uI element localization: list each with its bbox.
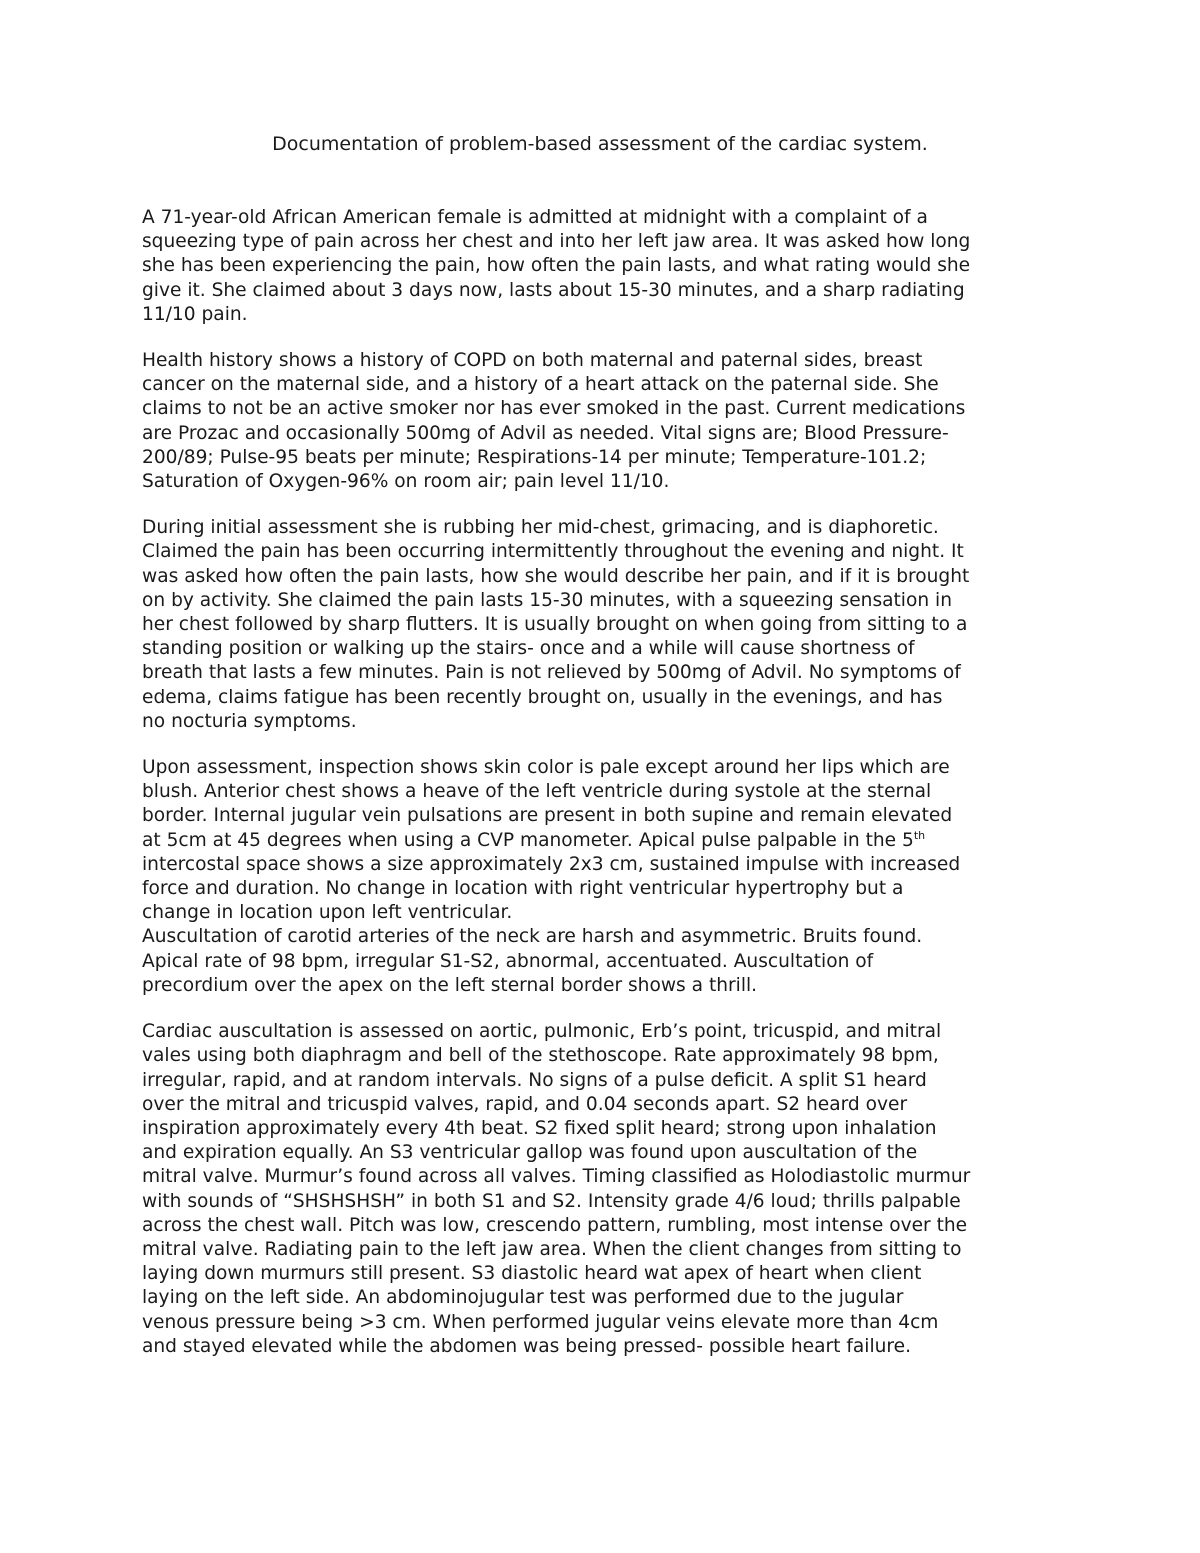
text-line: and stayed elevated while the abdomen was being pressed- possible heart failure.	[142, 1335, 911, 1357]
text-line: edema, claims fatigue has been recently brought on, usually in the evenings, and has	[142, 686, 943, 708]
text-line: claims to not be an active smoker nor has ever smoked in the past. Current medications	[142, 398, 966, 420]
text-line: no nocturia symptoms.	[142, 710, 357, 732]
text-line: Upon assessment, inspection shows skin color is pale except around her lips which are	[142, 757, 950, 779]
text-line: squeezing type of pain across her chest and into her left jaw area. It was asked how long	[142, 231, 971, 253]
text-line: she has been experiencing the pain, how often the pain lasts, and what rating would she	[142, 255, 971, 277]
text-line: irregular, rapid, and at random intervals. No signs of a pulse deficit. A split S1 heard	[142, 1069, 927, 1091]
text-line: Cardiac auscultation is assessed on aortic, pulmonic, Erb’s point, tricuspid, and mitral	[142, 1021, 942, 1043]
paragraph-carotid-auscultation	[142, 925, 1067, 998]
text-line: blush. Anterior chest shows a heave of the left ventricle during systole at the sternal	[142, 781, 932, 803]
text-line: border. Internal jugular vein pulsations are present in both supine and remain elevated	[142, 805, 953, 827]
paragraph-initial-assessment	[142, 516, 1067, 734]
text-line: force and duration. No change in location with right ventricular hypertrophy but a	[142, 878, 904, 900]
text-line: with sounds of “SHSHSHSH” in both S1 and S2. Intensity grade 4/6 loud; thrills palpable	[142, 1190, 961, 1212]
text-line: intercostal space shows a size approximately 2x3 cm, sustained impulse with increased	[142, 853, 961, 875]
text-line: vales using both diaphragm and bell of the stethoscope. Rate approximately 98 bpm,	[142, 1045, 939, 1067]
text-line: standing position or walking up the stairs- once and a while will cause shortness of	[142, 638, 915, 660]
text-line: Health history shows a history of COPD on both maternal and paternal sides, breast	[142, 350, 923, 372]
text-line: precordium over the apex on the left sternal border shows a thrill.	[142, 974, 758, 996]
text-line: Saturation of Oxygen-96% on room air; pain level 11/10.	[142, 471, 670, 493]
text-line: 11/10 pain.	[142, 303, 248, 325]
text-line: During initial assessment she is rubbing her mid-chest, grimacing, and is diaphoretic.	[142, 517, 939, 539]
text-line: laying down murmurs still present. S3 diastolic heard wat apex of heart when client	[142, 1263, 922, 1285]
text-line: was asked how often the pain lasts, how she would describe her pain, and if it is brought	[142, 565, 970, 587]
text-segment: at 5cm at 45 degrees when using a CVP manometer. Apical pulse palpable in the 5	[142, 829, 914, 851]
text-line: change in location upon left ventricular.	[142, 902, 513, 924]
text-line: on by activity. She claimed the pain lasts 15-30 minutes, with a squeezing sensation in	[142, 589, 952, 611]
text-line: give it. She claimed about 3 days now, lasts about 15-30 minutes, and a sharp radiating	[142, 279, 965, 301]
text-line: mitral valve. Murmur’s found across all valves. Timing classified as Holodiastolic murmur	[142, 1166, 971, 1188]
paragraph-health-history	[142, 349, 1067, 494]
document-title: Documentation of problem-based assessment of the cardiac system.	[272, 133, 928, 155]
text-line-with-superscript	[142, 829, 1067, 853]
text-line: are Prozac and occasionally 500mg of Advil as needed. Vital signs are; Blood Pressure-	[142, 422, 949, 444]
text-line: 200/89; Pulse-95 beats per minute; Respirations-14 per minute; Temperature-101.2;	[142, 446, 927, 468]
text-line: Claimed the pain has been occurring intermittently throughout the evening and night. It	[142, 541, 964, 563]
text-line: inspiration approximately every 4th beat. S2 fixed split heard; strong upon inhalation	[142, 1117, 937, 1139]
text-line: across the chest wall. Pitch was low, crescendo pattern, rumbling, most intense over the	[142, 1214, 968, 1236]
text-line: Apical rate of 98 bpm, irregular S1-S2, abnormal, accentuated. Auscultation of	[142, 950, 874, 972]
document-body	[142, 206, 1067, 1381]
text-line: breath that lasts a few minutes. Pain is not relieved by 500mg of Advil. No symptoms of	[142, 662, 961, 684]
text-line: cancer on the maternal side, and a history of a heart attack on the paternal side. She	[142, 374, 939, 396]
text-line: over the mitral and tricuspid valves, rapid, and 0.04 seconds apart. S2 heard over	[142, 1093, 908, 1115]
text-line: laying on the left side. An abdominojugular test was performed due to the jugular	[142, 1287, 904, 1309]
text-line: A 71-year-old African American female is admitted at midnight with a complaint of a	[142, 207, 928, 228]
text-line: her chest followed by sharp flutters. It is usually brought on when going from sitting to a	[142, 614, 968, 636]
ordinal-superscript: th	[913, 828, 926, 842]
text-line: and expiration equally. An S3 ventricular gallop was found upon auscultation of the	[142, 1142, 918, 1164]
paragraph-chief-complaint	[142, 206, 1067, 327]
paragraph-inspection	[142, 756, 1067, 925]
text-line: Auscultation of carotid arteries of the neck are harsh and asymmetric. Bruits found.	[142, 926, 923, 948]
text-line: venous pressure being >3 cm. When performed jugular veins elevate more than 4cm	[142, 1311, 939, 1333]
text-line: mitral valve. Radiating pain to the left jaw area. When the client changes from sitting to	[142, 1238, 962, 1260]
paragraph-cardiac-auscultation	[142, 1020, 1067, 1359]
